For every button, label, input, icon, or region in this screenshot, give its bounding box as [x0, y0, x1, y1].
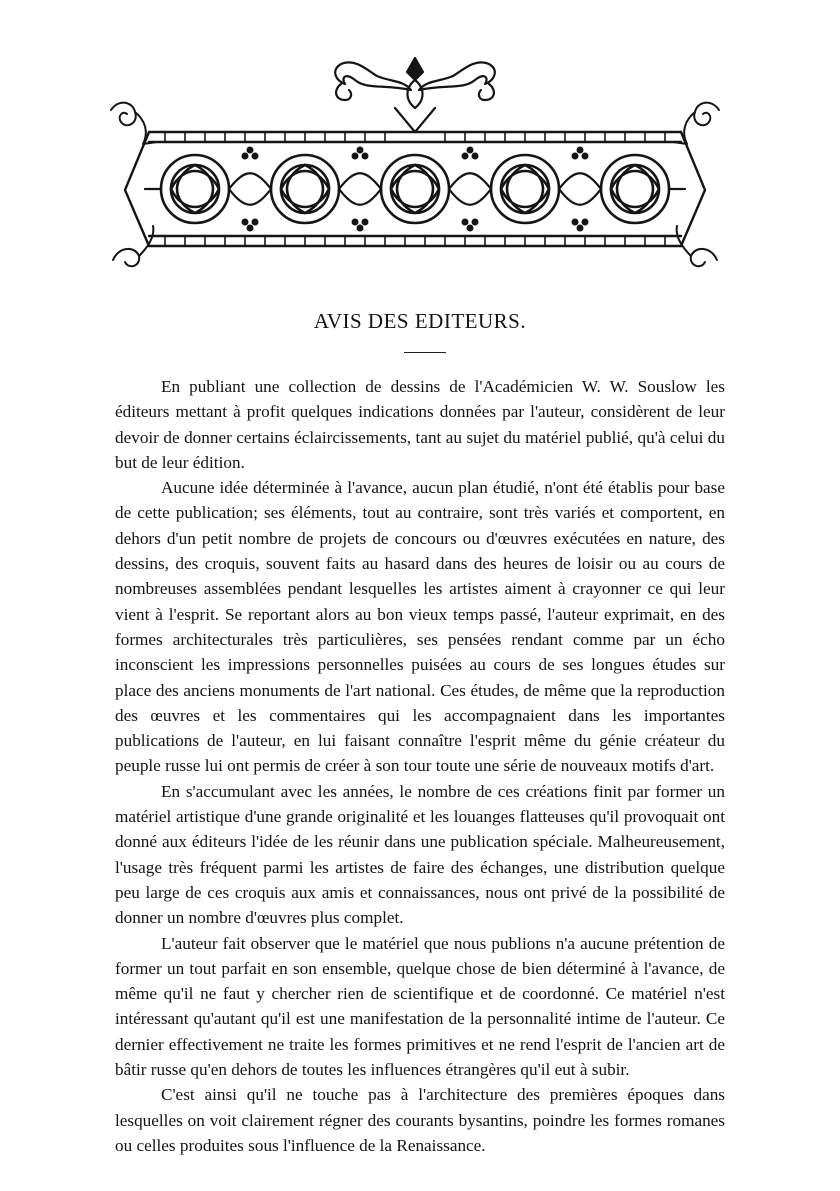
- document-body: [115, 374, 725, 1158]
- body-paragraph: C'est ainsi qu'il ne touche pas à l'architecture des premières époques dans lesquelles on voit clairement régner des courants bysantins, poindre les formes romanes ou celles produites sous l'influence de la Renaissance.: [115, 1085, 725, 1155]
- body-paragraph: L'auteur fait observer que le matériel que nous publions n'a aucune prétention de former un tout parfait en son ensemble, quelque chose de bien déterminé à l'avance, de même qu'il ne faut y chercher rien de scientifique et de coordonné. Ce matériel n'est intéressant qu'autant qu'il est une manifestation de la personnalité intime de l'auteur. Ce dernier effectivement ne traite les formes primitives et ne rend l'esprit de l'ancien art de bâtir russe qu'en dehors de toutes les influences étrangères qu'il eut à subir.: [115, 933, 725, 1080]
- celtic-interlace-headpiece-ornament: [105, 50, 725, 275]
- page-title: AVIS DES EDITEURS.: [313, 309, 527, 333]
- body-paragraph: En publiant une collection de dessins de l'Académicien W. W. Souslow les éditeurs mettant à profit quelques indications données par l'auteur, considèrent de leur devoir de donner certains éclaircissements, tant au sujet du matériel publié, qu'à celui du but de leur édition.: [115, 377, 725, 472]
- body-paragraph: Aucune idée déterminée à l'avance, aucun plan étudié, n'ont été établis pour base de cette publication; ses éléments, tout au contraire, sont très variés et comportent, en dehors d'un petit nombre de projets de concours ou d'œuvres exécutées en nature, des dessins, des croquis, souvent faits au hasard dans des heures de loisir ou au cours de nombreuses assemblées pendant lesquelles les artistes aiment à crayonner ce qui leur vient à l'esprit. Se reportant alors au bon vieux temps passé, l'auteur exprimait, en des formes architecturales très particulières, ses pensées rendant comme par un écho inconscient les impressions personnelles puisées au cours de ses longues études sur place des anciens monuments de l'art national. Ces études, de même que la reproduction des œuvres et les commentaires qui les accompagnaient dans les importantes publications de l'auteur, en lui faisant connaître l'esprit même du génie créateur du peuple russe lui ont permis de créer à son tour toute une série de nouveaux motifs d'art.: [115, 478, 725, 776]
- title-divider: [404, 352, 446, 353]
- body-paragraph: En s'accumulant avec les années, le nombre de ces créations finit par former un matériel artistique d'une grande originalité et les louanges flatteuses qu'il provoquait ont donné aux éditeurs l'idée de les réunir dans une publication spéciale. Malheureusement, l'usage très fréquent parmi les artistes de faire des échanges, une distribution quelque peu large de ces croquis aux amis et connaissances, nous ont privé de la possibilité de donner un nombre d'œuvres plus complet.: [115, 781, 725, 928]
